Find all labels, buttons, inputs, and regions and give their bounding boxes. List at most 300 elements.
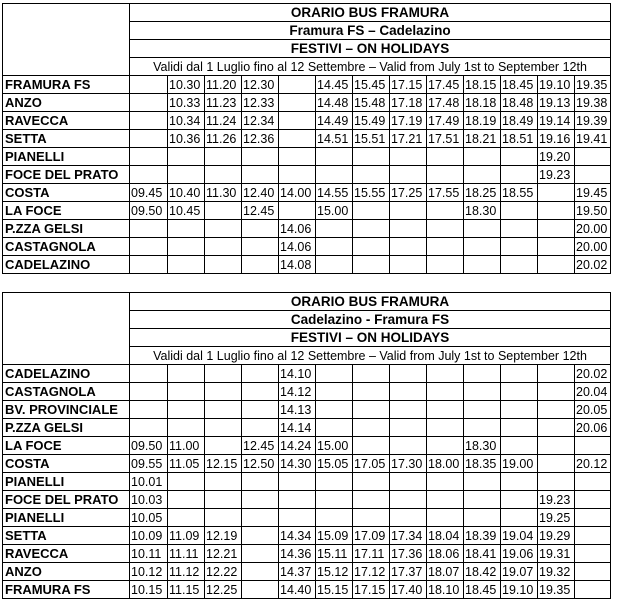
departure-time (538, 401, 575, 419)
stop-name: P.ZZA GELSI (3, 220, 130, 238)
departure-time (427, 202, 464, 220)
departure-time (464, 419, 501, 437)
departure-time (242, 419, 279, 437)
departure-time: 15.15 (316, 581, 353, 599)
stop-name: COSTA (3, 455, 130, 473)
departure-time (316, 383, 353, 401)
departure-time (501, 401, 538, 419)
departure-time (242, 491, 279, 509)
departure-time: 19.35 (575, 76, 611, 94)
table-row (3, 184, 611, 202)
departure-time (464, 401, 501, 419)
departure-time: 09.45 (130, 184, 168, 202)
departure-time: 14.40 (279, 581, 316, 599)
departure-time (390, 419, 427, 437)
departure-time: 11.12 (168, 563, 205, 581)
departure-time (501, 491, 538, 509)
departure-time: 11.26 (205, 130, 242, 148)
departure-time (168, 256, 205, 274)
table-row (3, 383, 611, 401)
stop-name: RAVECCA (3, 112, 130, 130)
departure-time: 18.06 (427, 545, 464, 563)
departure-time (242, 166, 279, 184)
departure-time (130, 76, 168, 94)
departure-time: 19.35 (538, 581, 575, 599)
departure-time (464, 238, 501, 256)
departure-time: 14.37 (279, 563, 316, 581)
departure-time: 17.34 (390, 527, 427, 545)
departure-time: 11.00 (168, 437, 205, 455)
departure-time (501, 202, 538, 220)
departure-time (501, 509, 538, 527)
departure-time (538, 455, 575, 473)
departure-time (130, 238, 168, 256)
route-name: Cadelazino - Framura FS (130, 311, 611, 329)
departure-time (242, 256, 279, 274)
departure-time: 18.49 (501, 112, 538, 130)
departure-time: 15.11 (316, 545, 353, 563)
departure-time: 19.31 (538, 545, 575, 563)
departure-time (427, 256, 464, 274)
departure-time (390, 473, 427, 491)
departure-time: 17.19 (390, 112, 427, 130)
departure-time (353, 220, 390, 238)
departure-time (464, 148, 501, 166)
departure-time (538, 220, 575, 238)
departure-time (390, 365, 427, 383)
departure-time (279, 130, 316, 148)
departure-time (168, 220, 205, 238)
departure-time: 17.48 (427, 94, 464, 112)
departure-time: 09.50 (130, 202, 168, 220)
departure-time: 11.11 (168, 545, 205, 563)
departure-time: 20.00 (575, 238, 611, 256)
departure-time (501, 473, 538, 491)
departure-time (205, 202, 242, 220)
departure-time: 14.06 (279, 238, 316, 256)
departure-time: 11.05 (168, 455, 205, 473)
departure-time (427, 365, 464, 383)
departure-time (575, 563, 611, 581)
departure-time: 10.15 (130, 581, 168, 599)
table-row (3, 94, 611, 112)
departure-time: 19.04 (501, 527, 538, 545)
departure-time (242, 401, 279, 419)
departure-time: 18.48 (501, 94, 538, 112)
departure-time (130, 401, 168, 419)
departure-time (390, 383, 427, 401)
departure-time: 12.30 (242, 76, 279, 94)
departure-time (130, 112, 168, 130)
departure-time (501, 383, 538, 401)
departure-time (130, 383, 168, 401)
departure-time: 15.12 (316, 563, 353, 581)
departure-time (279, 509, 316, 527)
stop-name: PIANELLI (3, 148, 130, 166)
departure-time (353, 509, 390, 527)
route-name: Framura FS – Cadelazino (130, 22, 611, 40)
departure-time (464, 365, 501, 383)
table-row (3, 76, 611, 94)
stop-name: SETTA (3, 130, 130, 148)
departure-time: 10.33 (168, 94, 205, 112)
header-blank (3, 4, 130, 76)
departure-time (427, 419, 464, 437)
departure-time (575, 473, 611, 491)
departure-time (353, 437, 390, 455)
departure-time: 12.33 (242, 94, 279, 112)
departure-time (279, 148, 316, 166)
table-row (3, 256, 611, 274)
departure-time: 12.45 (242, 437, 279, 455)
departure-time (242, 545, 279, 563)
departure-time: 15.48 (353, 94, 390, 112)
departure-time: 17.18 (390, 94, 427, 112)
departure-time (168, 365, 205, 383)
departure-time: 14.49 (316, 112, 353, 130)
departure-time: 18.00 (427, 455, 464, 473)
departure-time: 10.36 (168, 130, 205, 148)
departure-time (501, 419, 538, 437)
departure-time: 20.06 (575, 419, 611, 437)
departure-time (168, 509, 205, 527)
departure-time: 18.10 (427, 581, 464, 599)
departure-time (501, 256, 538, 274)
departure-time (538, 419, 575, 437)
departure-time (316, 473, 353, 491)
table-row (3, 166, 611, 184)
table-row (3, 509, 611, 527)
departure-time: 20.04 (575, 383, 611, 401)
departure-time (464, 383, 501, 401)
departure-time: 18.30 (464, 437, 501, 455)
departure-time: 15.05 (316, 455, 353, 473)
table-row (3, 473, 611, 491)
departure-time: 20.00 (575, 220, 611, 238)
departure-time: 17.25 (390, 184, 427, 202)
departure-time (279, 473, 316, 491)
departure-time: 10.45 (168, 202, 205, 220)
departure-time (427, 220, 464, 238)
departure-time: 19.50 (575, 202, 611, 220)
departure-time (390, 148, 427, 166)
departure-time: 17.40 (390, 581, 427, 599)
departure-time: 17.12 (353, 563, 390, 581)
departure-time (575, 527, 611, 545)
departure-time: 19.10 (538, 76, 575, 94)
departure-time (501, 238, 538, 256)
departure-time: 11.24 (205, 112, 242, 130)
table-row (3, 437, 611, 455)
table-row (3, 419, 611, 437)
departure-time (353, 491, 390, 509)
table-row (3, 148, 611, 166)
stop-name: FOCE DEL PRATO (3, 491, 130, 509)
departure-time (205, 509, 242, 527)
departure-time (168, 473, 205, 491)
departure-time (353, 365, 390, 383)
departure-time: 17.30 (390, 455, 427, 473)
departure-time (279, 76, 316, 94)
departure-time: 18.19 (464, 112, 501, 130)
departure-time (427, 401, 464, 419)
departure-time: 14.00 (279, 184, 316, 202)
departure-time: 12.34 (242, 112, 279, 130)
departure-time: 14.30 (279, 455, 316, 473)
departure-time (353, 256, 390, 274)
departure-time: 19.38 (575, 94, 611, 112)
departure-time (538, 238, 575, 256)
departure-time (427, 509, 464, 527)
departure-time: 20.02 (575, 365, 611, 383)
departure-time (316, 365, 353, 383)
departure-time: 15.45 (353, 76, 390, 94)
departure-time: 12.15 (205, 455, 242, 473)
departure-time (464, 220, 501, 238)
departure-time (130, 148, 168, 166)
departure-time (205, 419, 242, 437)
departure-time: 20.05 (575, 401, 611, 419)
departure-time (575, 581, 611, 599)
departure-time (464, 509, 501, 527)
departure-time: 19.29 (538, 527, 575, 545)
departure-time (575, 491, 611, 509)
departure-time: 19.41 (575, 130, 611, 148)
stop-name: SETTA (3, 527, 130, 545)
departure-time: 19.10 (501, 581, 538, 599)
departure-time (538, 202, 575, 220)
departure-time (427, 166, 464, 184)
departure-time: 11.15 (168, 581, 205, 599)
departure-time: 09.50 (130, 437, 168, 455)
departure-time: 18.45 (464, 581, 501, 599)
departure-time (501, 220, 538, 238)
stop-name: CADELAZINO (3, 365, 130, 383)
departure-time: 17.05 (353, 455, 390, 473)
departure-time (538, 184, 575, 202)
stop-name: CASTAGNOLA (3, 383, 130, 401)
departure-time: 10.09 (130, 527, 168, 545)
service-days: FESTIVI – ON HOLIDAYS (130, 329, 611, 347)
stop-name: FRAMURA FS (3, 581, 130, 599)
departure-time (242, 365, 279, 383)
departure-time (316, 419, 353, 437)
departure-time: 10.34 (168, 112, 205, 130)
departure-time: 19.32 (538, 563, 575, 581)
service-days: FESTIVI – ON HOLIDAYS (130, 40, 611, 58)
departure-time: 11.23 (205, 94, 242, 112)
table-row (3, 112, 611, 130)
departure-time: 10.05 (130, 509, 168, 527)
departure-time: 14.08 (279, 256, 316, 274)
departure-time (130, 365, 168, 383)
departure-time: 19.23 (538, 491, 575, 509)
departure-time (501, 437, 538, 455)
departure-time (242, 238, 279, 256)
departure-time (130, 166, 168, 184)
departure-time (353, 401, 390, 419)
stop-name: ANZO (3, 94, 130, 112)
departure-time: 11.20 (205, 76, 242, 94)
timetable-title: ORARIO BUS FRAMURA (130, 4, 611, 22)
departure-time: 19.16 (538, 130, 575, 148)
table-row (3, 238, 611, 256)
departure-time: 18.30 (464, 202, 501, 220)
departure-time (427, 383, 464, 401)
departure-time (168, 238, 205, 256)
departure-time (390, 509, 427, 527)
departure-time: 18.35 (464, 455, 501, 473)
departure-time: 20.12 (575, 455, 611, 473)
departure-time (353, 473, 390, 491)
departure-time (575, 437, 611, 455)
departure-time: 18.42 (464, 563, 501, 581)
departure-time: 11.09 (168, 527, 205, 545)
departure-time (316, 509, 353, 527)
departure-time: 18.25 (464, 184, 501, 202)
departure-time (242, 473, 279, 491)
departure-time (316, 238, 353, 256)
departure-time: 17.45 (427, 76, 464, 94)
departure-time (242, 383, 279, 401)
departure-time (168, 491, 205, 509)
departure-time (427, 238, 464, 256)
departure-time (205, 238, 242, 256)
departure-time: 17.36 (390, 545, 427, 563)
stop-name: CADELAZINO (3, 256, 130, 274)
departure-time (575, 509, 611, 527)
timetable-title: ORARIO BUS FRAMURA (130, 293, 611, 311)
departure-time (575, 166, 611, 184)
departure-time (279, 202, 316, 220)
stop-name: COSTA (3, 184, 130, 202)
departure-time: 19.00 (501, 455, 538, 473)
departure-time (538, 473, 575, 491)
departure-time: 09.55 (130, 455, 168, 473)
departure-time (242, 527, 279, 545)
validity-period: Validi dal 1 Luglio fino al 12 Settembre – Valid from July 1st to September 12th (130, 347, 611, 365)
departure-time: 19.06 (501, 545, 538, 563)
departure-time: 19.25 (538, 509, 575, 527)
departure-time (205, 148, 242, 166)
timetable-framura-cadelazino (2, 3, 611, 274)
departure-time (279, 112, 316, 130)
departure-time (353, 148, 390, 166)
departure-time (242, 581, 279, 599)
departure-time (130, 256, 168, 274)
departure-time: 14.14 (279, 419, 316, 437)
departure-time (242, 220, 279, 238)
departure-time: 18.51 (501, 130, 538, 148)
departure-time: 14.24 (279, 437, 316, 455)
departure-time: 12.22 (205, 563, 242, 581)
departure-time (168, 148, 205, 166)
departure-time (316, 220, 353, 238)
departure-time: 10.40 (168, 184, 205, 202)
departure-time: 18.18 (464, 94, 501, 112)
departure-time (390, 401, 427, 419)
departure-time (464, 166, 501, 184)
departure-time: 17.09 (353, 527, 390, 545)
departure-time: 19.39 (575, 112, 611, 130)
departure-time (390, 256, 427, 274)
departure-time (390, 491, 427, 509)
departure-time: 18.41 (464, 545, 501, 563)
departure-time: 12.50 (242, 455, 279, 473)
departure-time: 12.45 (242, 202, 279, 220)
departure-time (353, 238, 390, 256)
table-row (3, 581, 611, 599)
departure-time: 19.13 (538, 94, 575, 112)
departure-time (279, 491, 316, 509)
header-blank (3, 293, 130, 365)
departure-time: 15.55 (353, 184, 390, 202)
departure-time: 14.10 (279, 365, 316, 383)
departure-time: 14.36 (279, 545, 316, 563)
table-row (3, 563, 611, 581)
departure-time (168, 419, 205, 437)
departure-time (205, 383, 242, 401)
departure-time (538, 383, 575, 401)
departure-time (168, 166, 205, 184)
departure-time: 14.45 (316, 76, 353, 94)
departure-time (242, 509, 279, 527)
departure-time: 15.49 (353, 112, 390, 130)
departure-time (575, 148, 611, 166)
table-row (3, 220, 611, 238)
departure-time (575, 545, 611, 563)
departure-time (501, 166, 538, 184)
departure-time (501, 148, 538, 166)
departure-time (427, 491, 464, 509)
departure-time (205, 220, 242, 238)
departure-time: 10.03 (130, 491, 168, 509)
departure-time: 18.21 (464, 130, 501, 148)
departure-time: 11.30 (205, 184, 242, 202)
departure-time: 14.51 (316, 130, 353, 148)
departure-time: 19.07 (501, 563, 538, 581)
departure-time (205, 491, 242, 509)
departure-time (242, 148, 279, 166)
departure-time: 17.21 (390, 130, 427, 148)
departure-time: 14.34 (279, 527, 316, 545)
stop-name: FOCE DEL PRATO (3, 166, 130, 184)
table-row (3, 401, 611, 419)
departure-time: 14.48 (316, 94, 353, 112)
stop-name: PIANELLI (3, 509, 130, 527)
departure-time (390, 166, 427, 184)
departure-time: 17.49 (427, 112, 464, 130)
departure-time (427, 437, 464, 455)
departure-time (316, 256, 353, 274)
departure-time (464, 473, 501, 491)
departure-time: 17.37 (390, 563, 427, 581)
table-row (3, 527, 611, 545)
table-row (3, 365, 611, 383)
departure-time (390, 238, 427, 256)
departure-time (242, 563, 279, 581)
departure-time (205, 473, 242, 491)
departure-time: 15.09 (316, 527, 353, 545)
stop-name: P.ZZA GELSI (3, 419, 130, 437)
table-row (3, 130, 611, 148)
departure-time (205, 365, 242, 383)
stop-name: RAVECCA (3, 545, 130, 563)
departure-time: 18.39 (464, 527, 501, 545)
departure-time (130, 419, 168, 437)
departure-time: 10.12 (130, 563, 168, 581)
departure-time (353, 202, 390, 220)
